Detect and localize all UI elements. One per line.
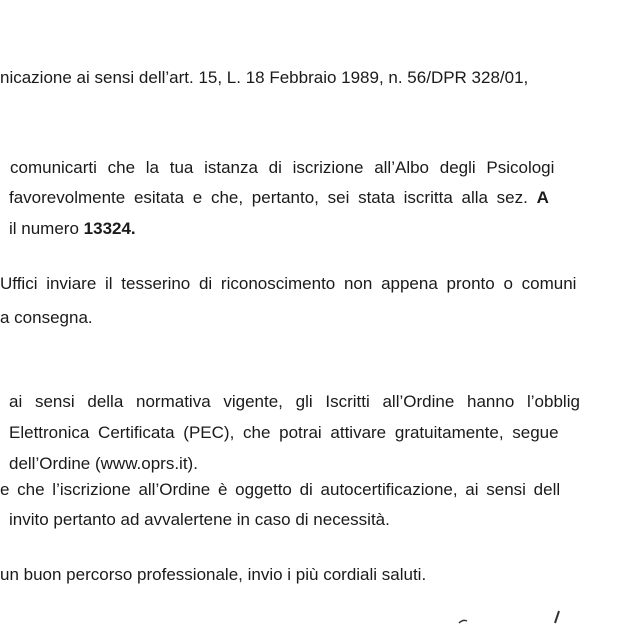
para3-line2: Elettronica Certificata (PEC), che potrai attivare gratuitamente, segue	[9, 423, 559, 442]
para2-line1: Uffici inviare il tesserino di riconoscimento non appena pronto o comuni	[0, 274, 577, 293]
header-line: nicazione ai sensi dell’art. 15, L. 18 Febbraio 1989, n. 56/DPR 328/01,	[0, 68, 529, 87]
signature-fragment	[455, 606, 575, 624]
para3-line1: ai sensi della normativa vigente, gli Iscritti all’Ordine hanno l’obblig	[9, 392, 580, 411]
para1-line2	[9, 188, 549, 208]
para1-line1: comunicarti che la tua istanza di iscrizione all’Albo degli Psicologi	[10, 158, 555, 177]
para2-line2: a consegna.	[0, 308, 93, 327]
section-letter: A	[536, 188, 549, 207]
para1-line3-text: il numero	[9, 219, 79, 238]
para5-line1: un buon percorso professionale, invio i più cordiali saluti.	[0, 565, 427, 584]
para1-line3	[9, 219, 136, 239]
para4-line1: e che l’iscrizione all’Ordine è oggetto di autocertificazione, ai sensi dell	[0, 480, 561, 499]
registration-number: 13324.	[83, 219, 136, 238]
para3-line3: dell’Ordine (www.oprs.it).	[9, 454, 198, 473]
para1-line2-text: favorevolmente esitata e che, pertanto, sei stata iscritta alla sez.	[9, 188, 528, 207]
para4-line2: invito pertanto ad avvalertene in caso di necessità.	[9, 510, 390, 529]
